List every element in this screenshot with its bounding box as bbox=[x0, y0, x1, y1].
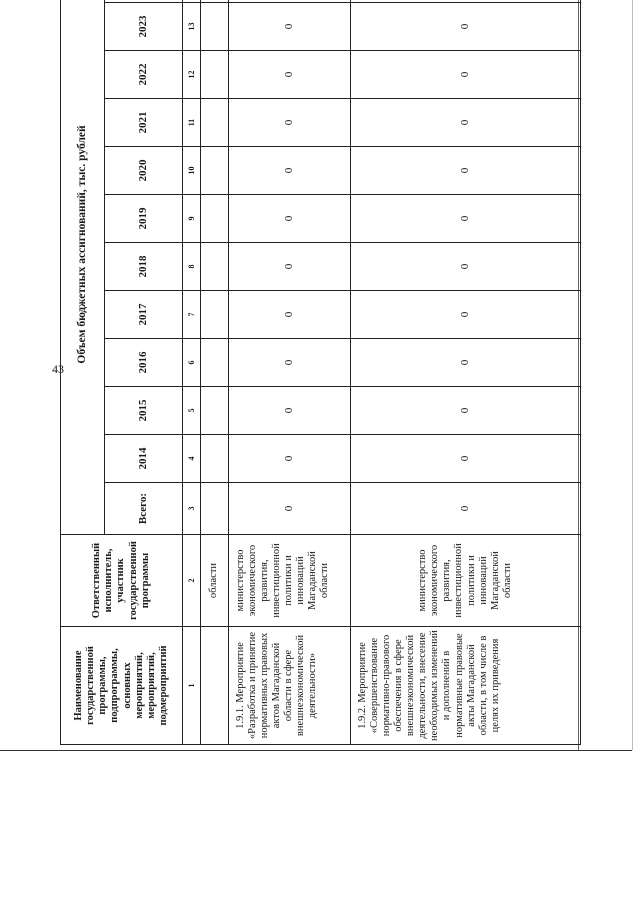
column-number: 4 bbox=[183, 435, 201, 483]
row-executor: министерство экономического развития, инвестиционной политики и инноваций Магаданской области bbox=[351, 535, 581, 627]
row-value bbox=[201, 0, 229, 3]
column-number: 13 bbox=[183, 3, 201, 51]
row-value: 0 bbox=[229, 339, 351, 387]
row-value: 0 bbox=[229, 387, 351, 435]
table-row bbox=[201, 0, 229, 745]
row-value: 0 bbox=[229, 51, 351, 99]
row-value: 0 bbox=[229, 99, 351, 147]
column-number: 3 bbox=[183, 483, 201, 535]
row-value bbox=[201, 387, 229, 435]
header-year: 2023 bbox=[105, 3, 183, 51]
rotated-table-wrapper bbox=[60, 5, 580, 745]
budget-table bbox=[60, 0, 581, 745]
table-row bbox=[351, 0, 581, 745]
column-number: 11 bbox=[183, 99, 201, 147]
row-value bbox=[201, 195, 229, 243]
column-number: 1 bbox=[183, 627, 201, 745]
column-number: 5 bbox=[183, 387, 201, 435]
row-value bbox=[201, 339, 229, 387]
row-value: 0 bbox=[229, 195, 351, 243]
column-number: 7 bbox=[183, 291, 201, 339]
header-name: Наименование государственной программы, подпрограммы, основных мероприятий, мероприятий, подмероприятий bbox=[61, 627, 183, 745]
header-year: 2016 bbox=[105, 339, 183, 387]
row-value: 0 bbox=[351, 339, 581, 387]
header-year: 2022 bbox=[105, 51, 183, 99]
column-number bbox=[183, 0, 201, 3]
row-name: 1.9.1. Мероприятие «Разработка и принятие нормативных правовых актов Магаданской области в сфере внешнеэкономической деятельности» bbox=[229, 627, 351, 745]
header-year: 2019 bbox=[105, 195, 183, 243]
row-value: 0 bbox=[229, 147, 351, 195]
row-value bbox=[201, 3, 229, 51]
column-number: 8 bbox=[183, 243, 201, 291]
column-number: 9 bbox=[183, 195, 201, 243]
column-number: 2 bbox=[183, 535, 201, 627]
row-name bbox=[201, 627, 229, 745]
row-value: 0 bbox=[351, 99, 581, 147]
row-name: 1.9.2. Мероприятие «Совершенствование нормативно-правового обеспечения в сфере внешнеэкономической деятельности, внесение необходимых изменений и дополнений в нормативные правовые акты Магаданской области, в том числе в целях их приведения bbox=[351, 627, 581, 745]
header-budget: Объем бюджетных ассигнований, тыс. рублей bbox=[61, 0, 105, 535]
row-value: 0 bbox=[229, 291, 351, 339]
table-row bbox=[229, 0, 351, 745]
row-value: 0 bbox=[351, 483, 581, 535]
row-value: 0 bbox=[351, 243, 581, 291]
row-value: 0 bbox=[351, 3, 581, 51]
header-total: Всего: bbox=[105, 483, 183, 535]
row-value bbox=[201, 435, 229, 483]
header-year bbox=[105, 0, 183, 3]
page-bottom-line bbox=[0, 750, 632, 751]
row-executor: области bbox=[201, 535, 229, 627]
row-value bbox=[201, 147, 229, 195]
column-number: 6 bbox=[183, 339, 201, 387]
column-number: 10 bbox=[183, 147, 201, 195]
row-value: 0 bbox=[229, 483, 351, 535]
row-executor: министерство экономического развития, инвестиционной политики и инноваций Магаданской области bbox=[229, 535, 351, 627]
row-value: 0 bbox=[351, 195, 581, 243]
header-year: 2021 bbox=[105, 99, 183, 147]
page-number: 43 bbox=[52, 362, 64, 376]
header-year: 2018 bbox=[105, 243, 183, 291]
header-year: 2020 bbox=[105, 147, 183, 195]
header-year: 2017 bbox=[105, 291, 183, 339]
row-value: 0 bbox=[351, 147, 581, 195]
row-value: 0 bbox=[351, 51, 581, 99]
header-year: 2014 bbox=[105, 435, 183, 483]
row-value bbox=[229, 0, 351, 3]
row-value bbox=[201, 243, 229, 291]
page-edge-faint-line bbox=[632, 0, 633, 750]
row-value: 0 bbox=[351, 387, 581, 435]
row-value: 0 bbox=[229, 243, 351, 291]
row-value bbox=[351, 0, 581, 3]
row-value bbox=[201, 51, 229, 99]
row-value: 0 bbox=[351, 291, 581, 339]
column-number: 12 bbox=[183, 51, 201, 99]
row-value bbox=[201, 291, 229, 339]
row-value: 0 bbox=[229, 3, 351, 51]
row-value bbox=[201, 99, 229, 147]
header-executor: Ответственный исполнитель, участник государственной программы bbox=[61, 535, 183, 627]
row-value: 0 bbox=[351, 435, 581, 483]
row-value: 0 bbox=[229, 435, 351, 483]
row-value bbox=[201, 483, 229, 535]
header-year: 2015 bbox=[105, 387, 183, 435]
